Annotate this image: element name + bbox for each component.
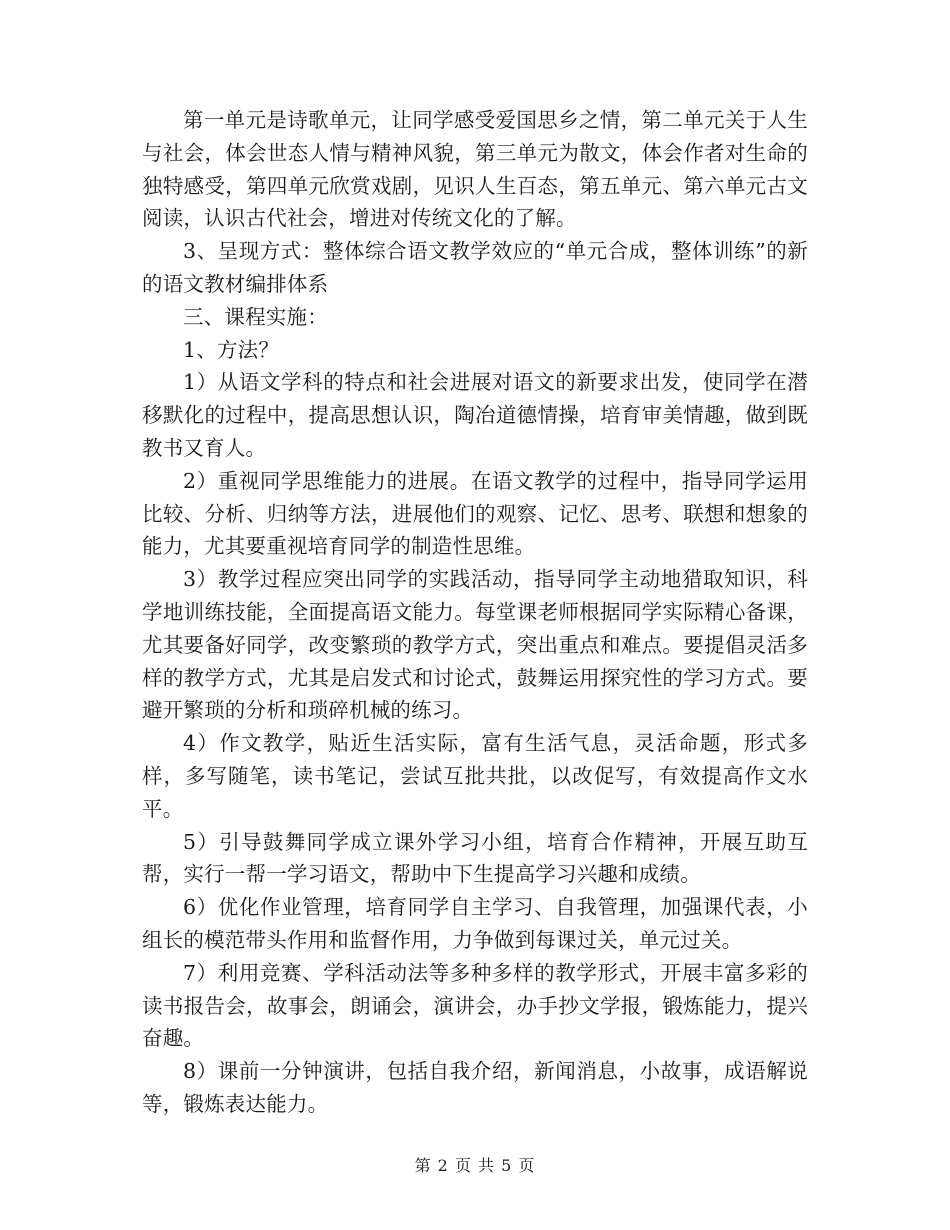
subheading-methods: 1、方法？ (183, 337, 280, 362)
paragraph-method-2: 2）重视同学思维能力的进展。在语文教学的过程中，指导同学运用比较、分析、归纳等方法，进展他们的观察、记忆、思考、联想和想象的能力，尤其要重视培育同学的制造性思维。 (142, 468, 808, 559)
page-number-label: 第 2 页 共 5 页 (414, 1156, 536, 1175)
paragraph-method-1: 1）从语文学科的特点和社会进展对语文的新要求出发，使同学在潜移默化的过程中，提高思想认识，陶冶道德情操，培育审美情趣，做到既教书又育人。 (142, 370, 808, 460)
paragraph-method-4: 4）作文教学，贴近生活实际，富有生活气息，灵活命题，形式多样，多写随笔，读书笔记，尝试互批共批，以改促写，有效提高作文水平。 (142, 731, 808, 821)
paragraph-method-8: 8）课前一分钟演讲，包括自我介绍，新闻消息，小故事，成语解说等，锻炼表达能力。 (142, 1059, 808, 1116)
section-heading-implementation: 三、课程实施： (183, 304, 328, 329)
paragraph-method-6: 6）优化作业管理，培育同学自主学习、自我管理，加强课代表，小组长的模范带头作用和监督作用，力争做到每课过关，单元过关。 (142, 895, 808, 952)
paragraph-presentation-method: 3、呈现方式：整体综合语文教学效应的“单元合成，整体训练”的新的语文教材编排体系 (142, 239, 808, 296)
document-body (142, 104, 808, 1121)
paragraph-method-3: 3）教学过程应突出同学的实践活动，指导同学主动地猎取知识，科学地训练技能，全面提高语文能力。每堂课老师根据同学实际精心备课，尤其要备好同学，改变繁琐的教学方式，突出重点和难点。要提倡灵活多样的教学方式，尤其是启发式和讨论式，鼓舞运用探究性的学习方式。要避开繁琐的分析和琐碎机械的练习。 (142, 567, 808, 723)
paragraph-units-overview: 第一单元是诗歌单元，让同学感受爱国思乡之情，第二单元关于人生与社会，体会世态人情与精神风貌，第三单元为散文，体会作者对生命的独特感受，第四单元欣赏戏剧，见识人生百态，第五单元、第六单元古文阅读，认识古代社会，增进对传统文化的了解。 (142, 108, 808, 231)
paragraph-method-5: 5）引导鼓舞同学成立课外学习小组，培育合作精神，开展互助互帮，实行一帮一学习语文，帮助中下生提高学习兴趣和成绩。 (142, 829, 808, 887)
paragraph-method-7: 7）利用竞赛、学科活动法等多种多样的教学形式，开展丰富多彩的读书报告会，故事会，朗诵会，演讲会，办手抄文学报，锻炼能力，提兴奋趣。 (142, 960, 808, 1051)
page-footer (0, 1153, 950, 1176)
